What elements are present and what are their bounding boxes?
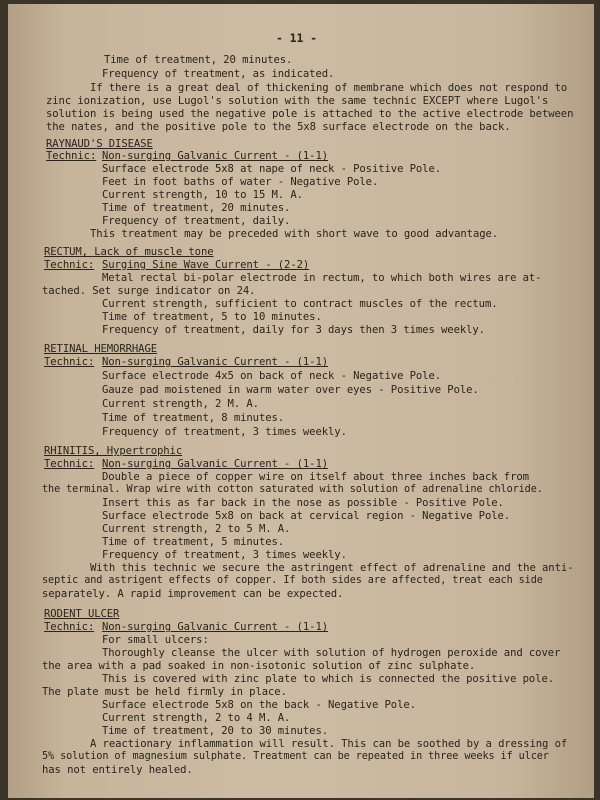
text-line: Feet in foot baths of water - Negative Pole. [102, 176, 379, 188]
section-heading: RODENT ULCER [44, 608, 120, 620]
text-line: Frequency of treatment, daily. [102, 215, 291, 227]
text-line: Gauze pad moistened in warm water over eyes - Positive Pole. [102, 384, 479, 396]
text-line: Frequency of treatment, 3 times weekly. [102, 549, 347, 561]
text-line: tached. Set surge indicator on 24. [42, 285, 256, 297]
text-line: Current strength, sufficient to contract muscles of the rectum. [102, 298, 498, 310]
text-line: Time of treatment, 5 minutes. [102, 536, 285, 548]
text-line: Frequency of treatment, 3 times weekly. [102, 426, 347, 438]
section-heading: RETINAL HEMORRHAGE [44, 343, 158, 355]
text-line: Current strength, 2 M. A. [102, 398, 259, 410]
text-line: zinc ionization, use Lugol's solution with the same technic EXCEPT where Lugol's [46, 95, 549, 107]
current-type: Non-surging Galvanic Current - (1-1) [102, 150, 329, 162]
technic-label: Technic: [44, 621, 95, 633]
text-line: Current strength, 2 to 5 M. A. [102, 523, 291, 535]
text-line: Time of treatment, 8 minutes. [102, 412, 285, 424]
text-line: the area with a pad soaked in non-isotonic solution of zinc sulphate. [42, 660, 476, 672]
technic-label: Technic: [46, 150, 97, 162]
text-line: Time of treatment, 20 to 30 minutes. [102, 725, 329, 737]
text-line: the terminal. Wrap wire with cotton saturated with solution of adrenaline chloride. [42, 484, 543, 495]
text-line: Time of treatment, 5 to 10 minutes. [102, 311, 322, 323]
text-line: Metal rectal bi-polar electrode in rectum, to which both wires are at- [102, 272, 542, 284]
text-line: This is covered with zinc plate to which is connected the positive pole. [102, 673, 555, 685]
technic-label: Technic: [44, 458, 95, 470]
text-line: If there is a great deal of thickening of membrane which does not respond to [90, 82, 568, 94]
text-line: Time of treatment, 20 minutes. [102, 202, 291, 214]
text-line: Insert this as far back in the nose as possible - Positive Pole. [102, 497, 504, 509]
technic-label: Technic: [44, 259, 95, 271]
text-line: Frequency of treatment, daily for 3 days then 3 times weekly. [102, 324, 485, 336]
text-line: Double a piece of copper wire on itself about three inches back from [102, 471, 529, 483]
current-type: Non-surging Galvanic Current - (1-1) [102, 356, 329, 368]
text-line: With this technic we secure the astringent effect of adrenaline and the anti- [90, 562, 574, 574]
text-line: Thoroughly cleanse the ulcer with solution of hydrogen peroxide and cover [102, 647, 561, 659]
section-heading: RHINITIS, Hypertrophic [44, 445, 183, 457]
text-line: solution is being used the negative pole is attached to the active electrode between [46, 108, 574, 120]
text-line: This treatment may be preceded with short wave to good advantage. [90, 228, 499, 240]
text-line: Surface electrode 5x8 on the back - Negative Pole. [102, 699, 416, 711]
text-line: Current strength, 10 to 15 M. A. [102, 189, 303, 201]
text-line: septic and astrigent effects of copper. If both sides are affected, treat each side [42, 575, 543, 586]
text-line: Surface electrode 5x8 at nape of neck - Positive Pole. [102, 163, 442, 175]
text-line: has not entirely healed. [42, 764, 193, 776]
text-line: Surface electrode 4x5 on back of neck - Negative Pole. [102, 370, 442, 382]
typewritten-page [8, 4, 594, 798]
text-line: Frequency of treatment, as indicated. [102, 68, 335, 80]
text-line: separately. A rapid improvement can be expected. [42, 588, 344, 600]
section-heading: RAYNAUD'S DISEASE [46, 138, 153, 150]
current-type: Non-surging Galvanic Current - (1-1) [102, 458, 329, 470]
text-line: 5% solution of magnesium sulphate. Treatment can be repeated in three weeks if ulcer [42, 751, 549, 762]
page-number: - 11 - [276, 31, 317, 45]
section-heading: RECTUM, Lack of muscle tone [44, 246, 214, 258]
text-line: The plate must be held firmly in place. [42, 686, 287, 698]
text-line: For small ulcers: [102, 634, 209, 646]
text-line: the nates, and the positive pole to the 5x8 surface electrode on the back. [46, 121, 511, 133]
text-line: A reactionary inflammation will result. This can be soothed by a dressing of [90, 738, 568, 750]
text-line: Current strength, 2 to 4 M. A. [102, 712, 291, 724]
text-line: Surface electrode 5x8 on back at cervical region - Negative Pole. [102, 510, 511, 522]
current-type: Surging Sine Wave Current - (2-2) [102, 259, 310, 271]
text-line: Time of treatment, 20 minutes. [104, 54, 293, 66]
technic-label: Technic: [44, 356, 95, 368]
current-type: Non-surging Galvanic Current - (1-1) [102, 621, 329, 633]
